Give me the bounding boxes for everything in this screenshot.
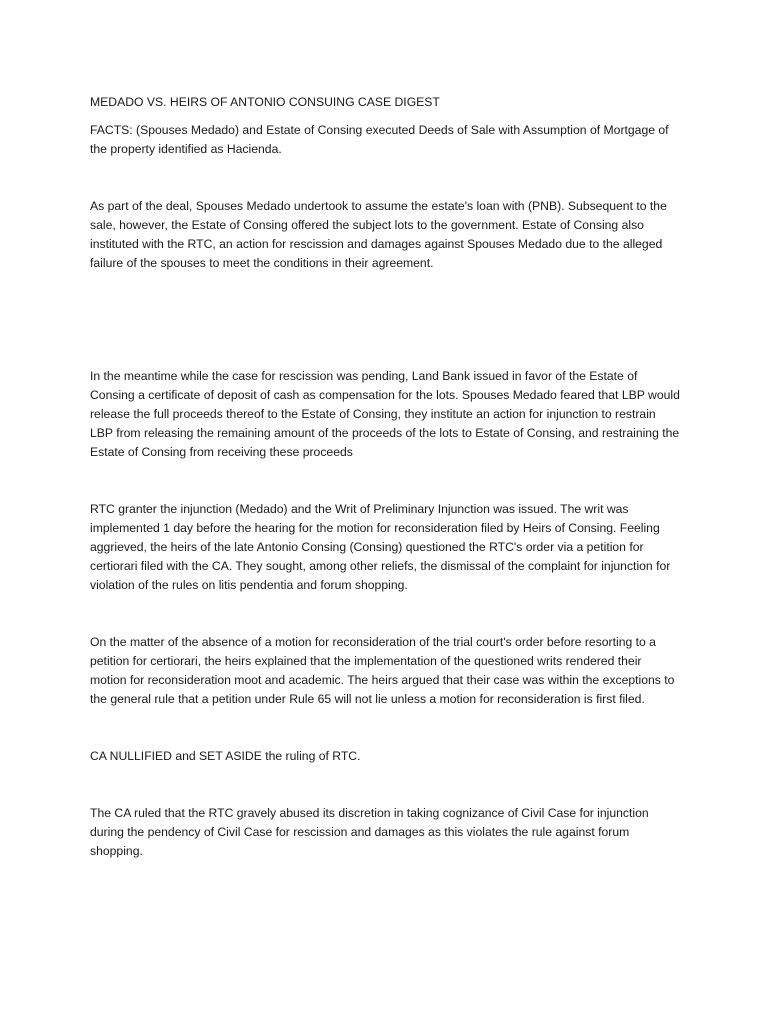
paragraph-rtc-injunction: RTC granter the injunction (Medado) and the Writ of Preliminary Injunction was issued. The writ was implemented 1 day before the hearing for the motion for reconsideration filed by Heirs of Consing. Feeling aggrieved, the heirs of the late Antonio Consing (Consing) questioned the RTC's order via a petition for certiorari filed with the CA. They sought, among other reliefs, the dismissal of the complaint for injunction for violation of the rules on litis pendentia and forum shopping. bbox=[90, 502, 671, 592]
paragraph-facts: FACTS: (Spouses Medado) and Estate of Consing executed Deeds of Sale with Assumption of Mortgage of the property identified as Hacienda. bbox=[90, 123, 669, 156]
paragraph-ca-nullified: CA NULLIFIED and SET ASIDE the ruling of RTC. bbox=[90, 749, 361, 763]
paragraph-ca-ruling: The CA ruled that the RTC gravely abused its discretion in taking cognizance of Civil Case for injunction during the pendency of Civil Case for rescission and damages as this violates the rule against forum shopping. bbox=[90, 806, 649, 858]
paragraph-meantime: In the meantime while the case for rescission was pending, Land Bank issued in favor of the Estate of Consing a certificate of deposit of cash as compensation for the lots. Spouses Medado feared that LBP would release the full proceeds thereof to the Estate of Consing, they institute an action for injunction to restrain LBP from releasing the remaining amount of the proceeds of the lots to Estate of Consing, and restraining the Estate of Consing from receiving these proceeds bbox=[90, 369, 680, 459]
paragraph-motion-absence: On the matter of the absence of a motion for reconsideration of the trial court's order before resorting to a petition for certiorari, the heirs explained that the implementation of the questioned writs rendered their motion for reconsideration moot and academic. The heirs argued that their case was within the exceptions to the general rule that a petition under Rule 65 will not lie unless a motion for reconsideration is first filed. bbox=[90, 635, 675, 706]
document-body bbox=[90, 93, 680, 861]
document-title: MEDADO VS. HEIRS OF ANTONIO CONSUING CASE DIGEST bbox=[90, 95, 440, 109]
paragraph-deal: As part of the deal, Spouses Medado undertook to assume the estate's loan with (PNB). Subsequent to the sale, however, the Estate of Consing offered the subject lots to the government. Estate of Consing also instituted with the RTC, an action for rescission and damages against Spouses Medado due to the alleged failure of the spouses to meet the conditions in their agreement. bbox=[90, 199, 667, 270]
